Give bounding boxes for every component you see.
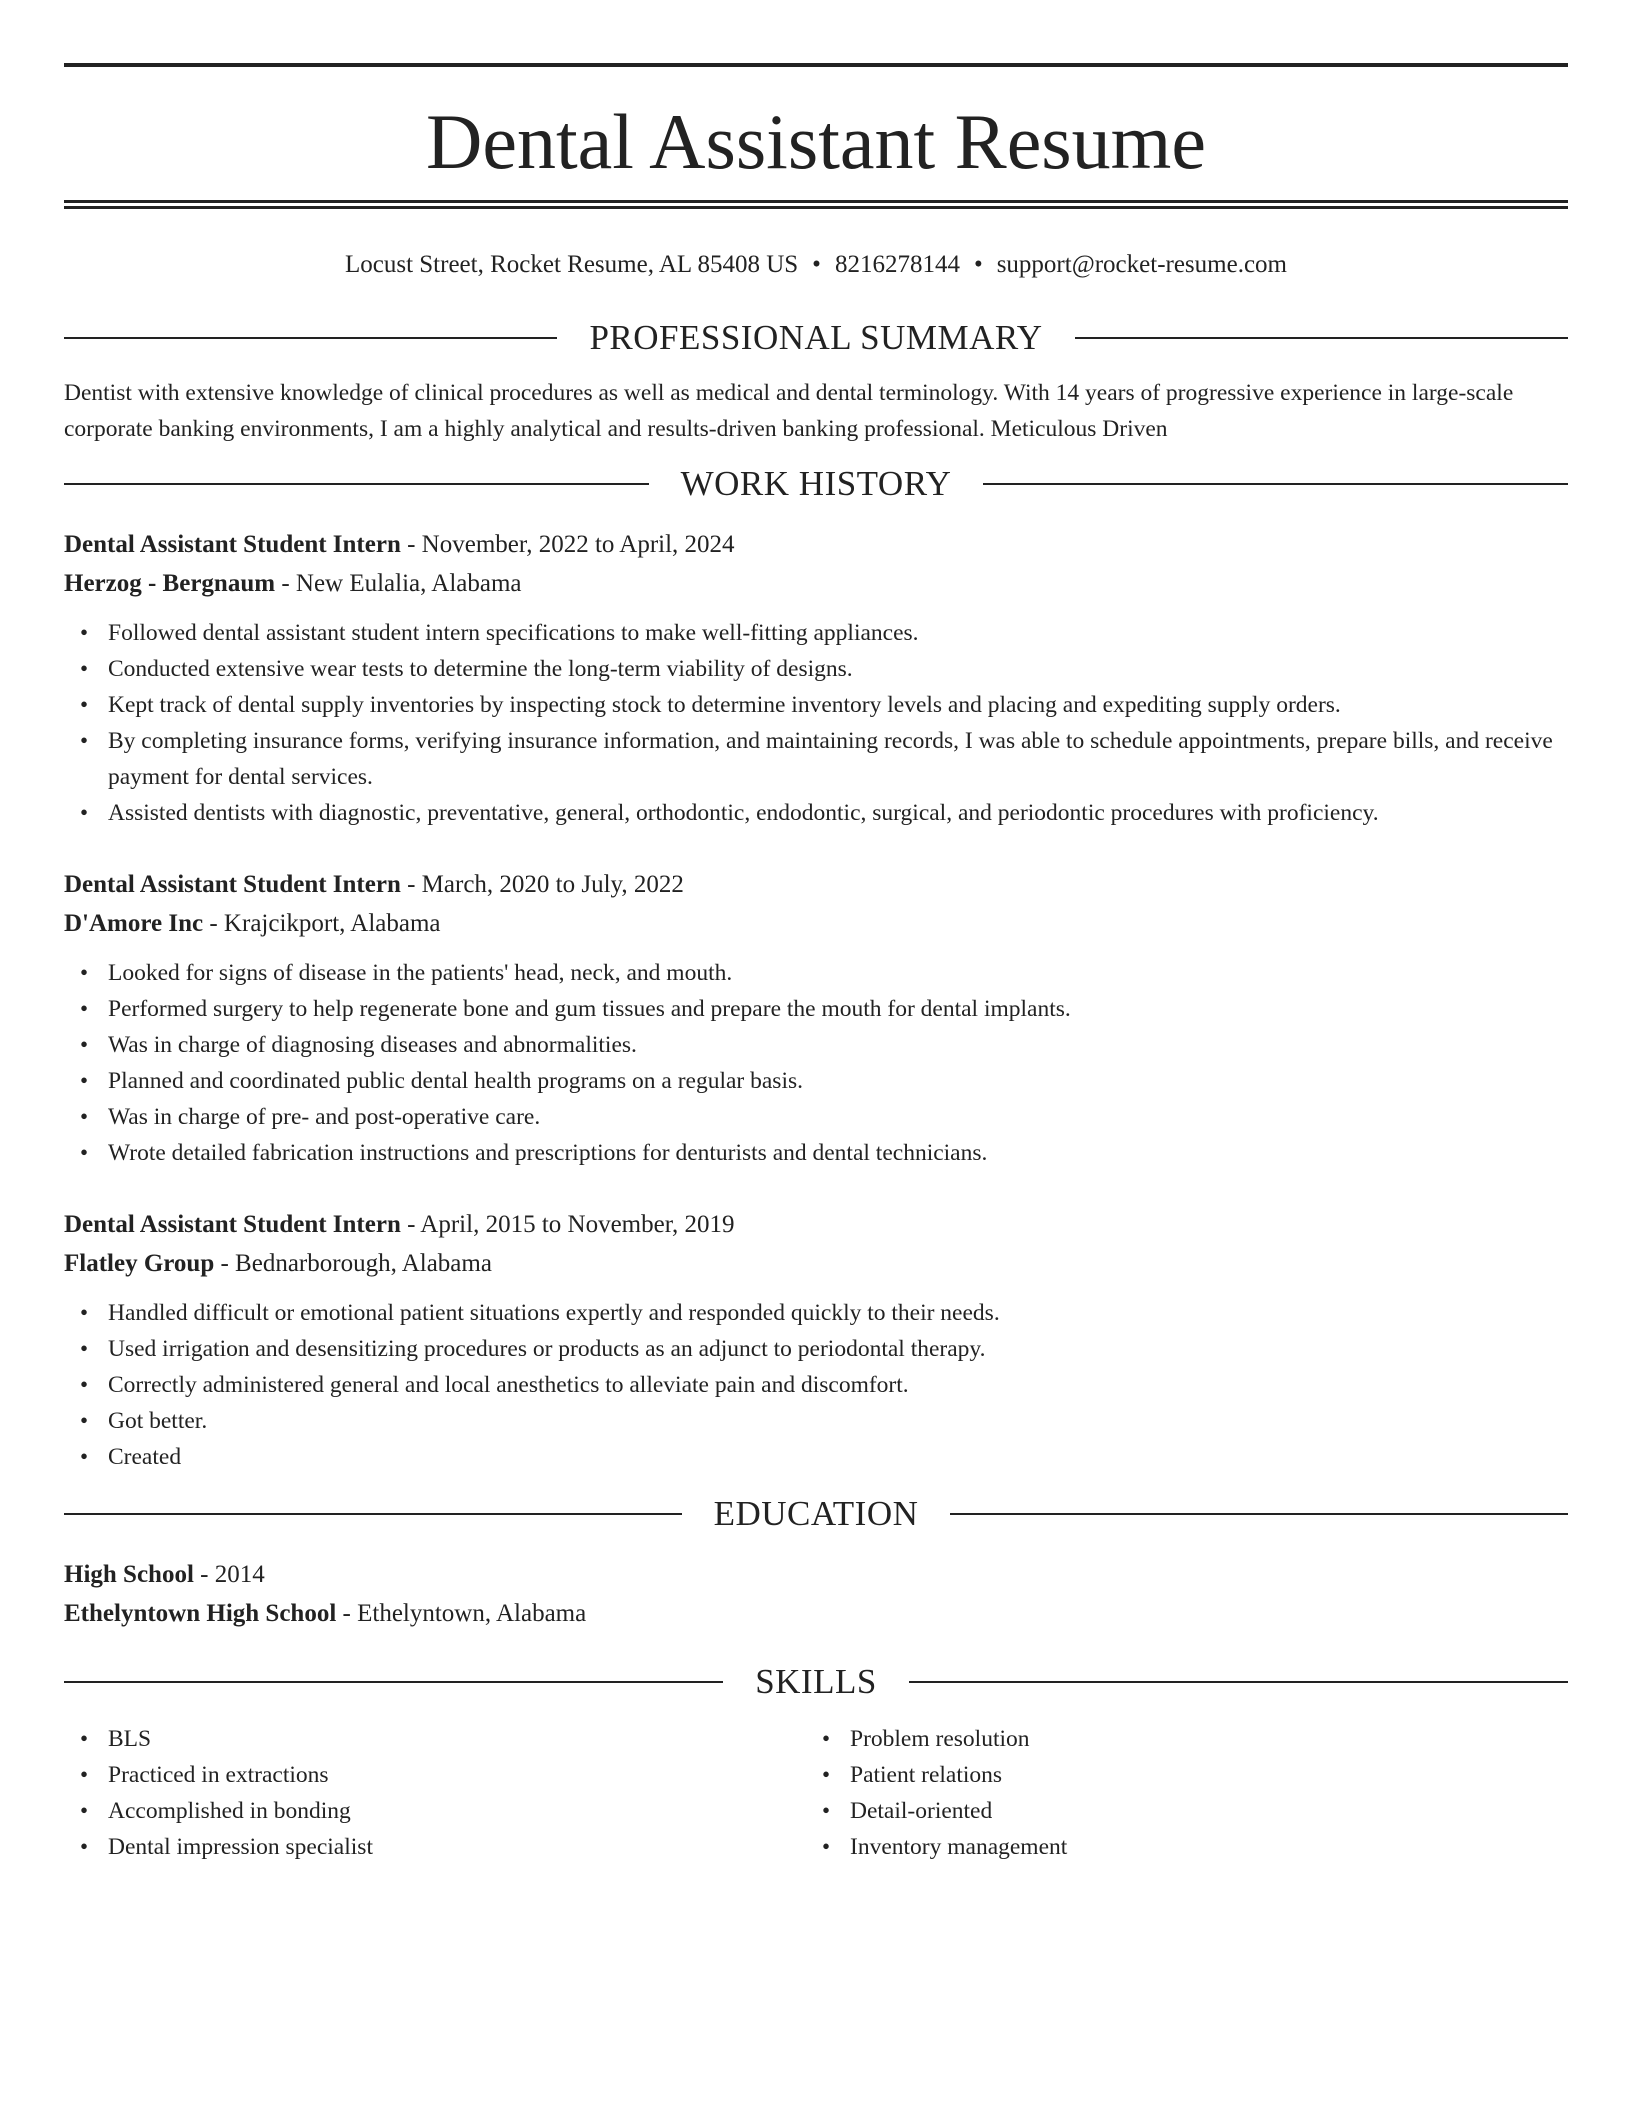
section-title: EDUCATION bbox=[713, 1494, 919, 1533]
job-location: - Krajcikport, Alabama bbox=[203, 910, 441, 937]
job-bullet: • Correctly administered general and local anesthetics to alleviate pain and discomfort. bbox=[108, 1367, 1568, 1403]
job-company-line bbox=[64, 1244, 1568, 1283]
section-rule bbox=[64, 1681, 723, 1683]
education-school-line bbox=[64, 1594, 1568, 1633]
contact-phone: 8216278144 bbox=[834, 251, 960, 278]
job-bullets bbox=[64, 1295, 1568, 1475]
top-rule bbox=[64, 63, 1568, 67]
section-rule bbox=[64, 337, 557, 339]
work-entry bbox=[64, 525, 1568, 831]
job-bullet: • Wrote detailed fabrication instructions and prescriptions for denturists and dental technicians. bbox=[108, 1135, 1568, 1171]
skills-bullets-right bbox=[806, 1721, 1548, 1865]
section-title: WORK HISTORY bbox=[680, 464, 952, 503]
skills-bullets-left bbox=[64, 1721, 806, 1865]
job-bullet: • Handled difficult or emotional patient situations expertly and responded quickly to their needs. bbox=[108, 1295, 1568, 1331]
contact-email: support@rocket-resume.com bbox=[996, 251, 1287, 278]
job-location: - Bednarborough, Alabama bbox=[214, 1250, 492, 1277]
job-company: Flatley Group bbox=[64, 1250, 215, 1277]
job-title: Dental Assistant Student Intern bbox=[64, 871, 401, 898]
skill-item: • Problem resolution bbox=[850, 1721, 1548, 1757]
section-rule bbox=[64, 483, 649, 485]
section-header-work bbox=[64, 461, 1568, 507]
section-title: PROFESSIONAL SUMMARY bbox=[589, 318, 1043, 357]
job-bullets bbox=[64, 615, 1568, 831]
job-bullet: • Conducted extensive wear tests to determine the long-term viability of designs. bbox=[108, 651, 1568, 687]
job-bullets bbox=[64, 955, 1568, 1171]
job-bullet: • Created bbox=[108, 1439, 1568, 1475]
skill-item: • Patient relations bbox=[850, 1757, 1548, 1793]
section-header-education bbox=[64, 1491, 1568, 1537]
section-rule bbox=[909, 1681, 1568, 1683]
section-rule bbox=[950, 1513, 1568, 1515]
skill-item: • BLS bbox=[108, 1721, 806, 1757]
education-year: - 2014 bbox=[193, 1561, 265, 1588]
job-title: Dental Assistant Student Intern bbox=[64, 1211, 401, 1238]
skill-item: • Accomplished in bonding bbox=[108, 1793, 806, 1829]
job-dates: - November, 2022 to April, 2024 bbox=[400, 531, 735, 558]
section-rule bbox=[983, 483, 1568, 485]
job-title-line bbox=[64, 865, 1568, 904]
work-entry bbox=[64, 1205, 1568, 1475]
contact-separator: • bbox=[973, 251, 983, 278]
job-dates: - March, 2020 to July, 2022 bbox=[400, 871, 684, 898]
job-bullet: • Kept track of dental supply inventories by inspecting stock to determine inventory levels and placing and expediting supply orders. bbox=[108, 687, 1568, 723]
work-entry bbox=[64, 865, 1568, 1171]
section-rule bbox=[1075, 337, 1568, 339]
section-header-skills bbox=[64, 1659, 1568, 1705]
skill-item: • Inventory management bbox=[850, 1829, 1548, 1865]
job-title: Dental Assistant Student Intern bbox=[64, 531, 401, 558]
job-bullet: • Assisted dentists with diagnostic, preventative, general, orthodontic, endodontic, surgical, and periodontic procedures with proficiency. bbox=[108, 795, 1568, 831]
section-header-summary bbox=[64, 315, 1568, 361]
education-location: - Ethelyntown, Alabama bbox=[336, 1600, 587, 1627]
education-entry bbox=[64, 1555, 1568, 1633]
job-bullet: • Followed dental assistant student intern specifications to make well-fitting appliances. bbox=[108, 615, 1568, 651]
job-location: - New Eulalia, Alabama bbox=[275, 570, 522, 597]
education-school: Ethelyntown High School bbox=[64, 1600, 337, 1627]
skill-item: • Detail-oriented bbox=[850, 1793, 1548, 1829]
skill-item: • Practiced in extractions bbox=[108, 1757, 806, 1793]
skills-column-right bbox=[806, 1721, 1548, 1865]
job-title-line bbox=[64, 525, 1568, 564]
job-bullet: • Was in charge of pre- and post-operative care. bbox=[108, 1099, 1568, 1135]
job-bullet: • Was in charge of diagnosing diseases and abnormalities. bbox=[108, 1027, 1568, 1063]
contact-address: Locust Street, Rocket Resume, AL 85408 US bbox=[344, 251, 799, 278]
education-degree: High School bbox=[64, 1561, 194, 1588]
job-company-line bbox=[64, 564, 1568, 603]
section-rule bbox=[64, 1513, 682, 1515]
education-degree-line bbox=[64, 1555, 1568, 1594]
section-title: SKILLS bbox=[755, 1662, 877, 1701]
job-company-line bbox=[64, 904, 1568, 943]
summary-text: Dentist with extensive knowledge of clinical procedures as well as medical and dental terminology. With 14 years of progressive experience in large-scale corporate banking environments, I am a highly analytical and results-driven banking professional. Meticulous Driven bbox=[64, 380, 1514, 442]
resume-title: Dental Assistant Resume bbox=[426, 98, 1206, 185]
job-bullet: • Performed surgery to help regenerate bone and gum tissues and prepare the mouth for dental implants. bbox=[108, 991, 1568, 1027]
job-title-line bbox=[64, 1205, 1568, 1244]
job-company: D'Amore Inc bbox=[64, 910, 204, 937]
job-dates: - April, 2015 to November, 2019 bbox=[400, 1211, 735, 1238]
contact-line bbox=[64, 245, 1568, 285]
contact-separator: • bbox=[812, 251, 821, 278]
job-bullet: • Looked for signs of disease in the patients' head, neck, and mouth. bbox=[108, 955, 1568, 991]
skill-item: • Dental impression specialist bbox=[108, 1829, 806, 1865]
job-company: Herzog - Bergnaum bbox=[64, 570, 276, 597]
work-history-list bbox=[64, 525, 1568, 1475]
title-double-rule bbox=[64, 200, 1568, 209]
job-bullet: • Got better. bbox=[108, 1403, 1568, 1439]
job-bullet: • Planned and coordinated public dental health programs on a regular basis. bbox=[108, 1063, 1568, 1099]
job-bullet: • By completing insurance forms, verifying insurance information, and maintaining records, I was able to schedule appointments, prepare bills, and receive payment for dental services. bbox=[108, 723, 1568, 795]
skills-column-left bbox=[64, 1721, 806, 1865]
job-bullet: • Used irrigation and desensitizing procedures or products as an adjunct to periodontal therapy. bbox=[108, 1331, 1568, 1367]
skills-list bbox=[64, 1721, 1568, 1865]
